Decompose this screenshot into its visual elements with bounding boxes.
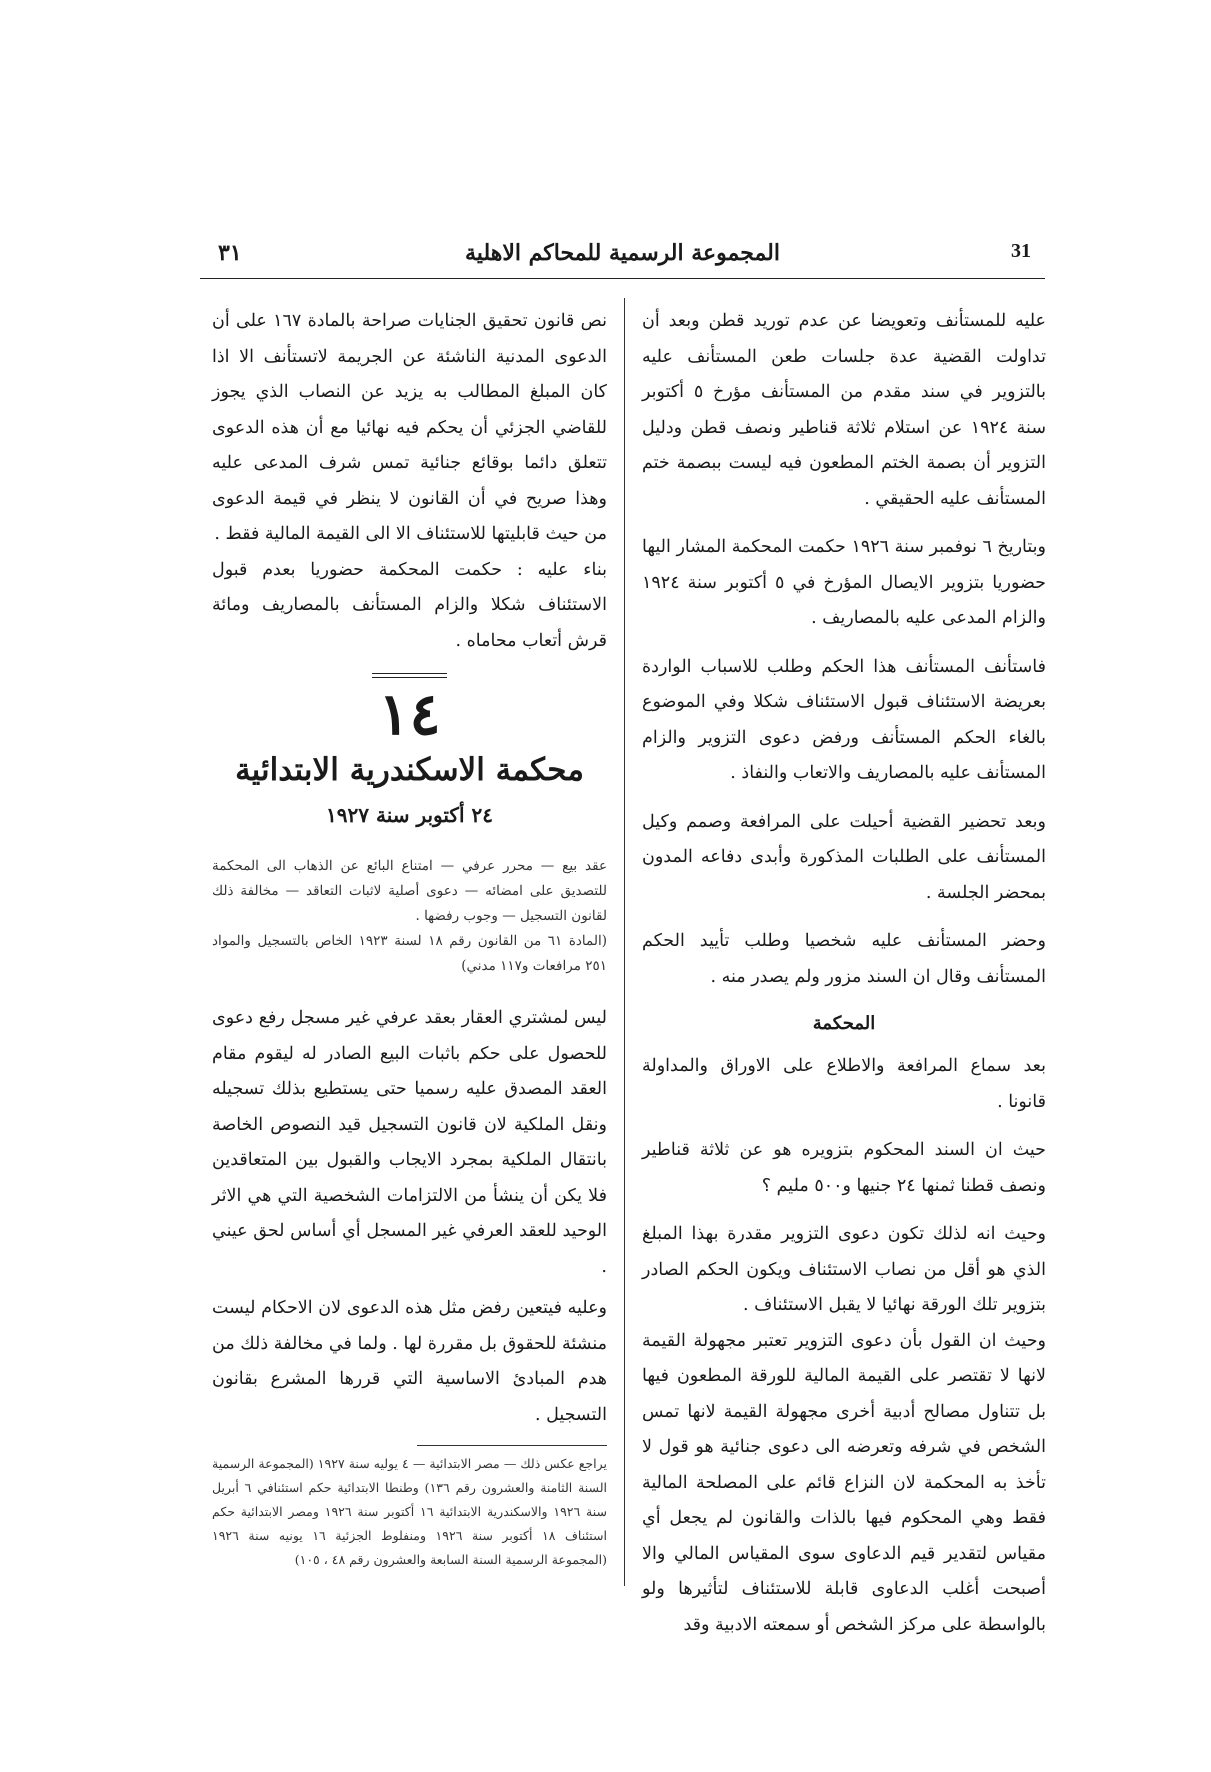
page-number-arabic: ٣١ <box>218 240 242 266</box>
publication-title: المجموعة الرسمية للمحاكم الاهلية <box>465 240 780 266</box>
paragraph: وبتاريخ ٦ نوفمبر سنة ١٩٢٦ حكمت المحكمة المشار اليها حضوريا بتزوير الايصال المؤرخ في ٥ أكتوبر سنة ١٩٢٤ والزام المدعى عليه بالمصاريف . <box>642 537 1046 628</box>
law-reference: (المادة ٦١ من القانون رقم ١٨ لسنة ١٩٢٣ الخاص بالتسجيل والمواد ٢٥١ مرافعات و١١٧ مدني) <box>212 933 607 974</box>
paragraph: بعد سماع المرافعة والاطلاع على الاوراق والمداولة قانونا . <box>642 1056 1046 1112</box>
paragraph: ليس لمشتري العقار بعقد عرفي غير مسجل رفع دعوى للحصول على حكم باثبات البيع الصادر له ليقوم مقام العقد المصدق عليه رسميا حتى يستطيع بذلك تسجيله ونقل الملكية لان قانون التسجيل قيد النصوص الخاصة بانتقال الملكية بمجرد الايجاب والقبول بين المتعاقدين فلا يكن أن ينشأ من الالتزامات الشخصية التي هي الاثر الوحيد للعقد العرفي غير المسجل أي أساس لحق عيني . <box>212 1008 607 1277</box>
right-column <box>642 304 1046 1643</box>
paragraph: عليه للمستأنف وتعويضا عن عدم توريد قطن وبعد أن تداولت القضية عدة جلسات طعن المستأنف عليه بالتزوير في سند مقدم من المستأنف مؤرخ ٥ أكتوبر سنة ١٩٢٤ عن استلام ثلاثة قناطير ونصف قطن ودليل التزوير أن بصمة الختم المطعون فيه ليست ببصمة ختم المستأنف عليه الحقيقي . <box>642 311 1047 509</box>
paragraph: نص قانون تحقيق الجنايات صراحة بالمادة ١٦٧ على أن الدعوى المدنية الناشئة عن الجريمة لاتستأنف الا اذا كان المبلغ المطالب به يزيد عن النصاب الذي يجوز للقاضي الجزئي أن يحكم فيه نهائيا مع أن هذه الدعوى تتعلق دائما بوقائع جنائية تمس شرف المدعى عليه وهذا صريح في أن القانون لا ينظر في قيمة الدعوى من حيث قابليتها للاستئناف الا الى القيمة المالية فقط . <box>212 311 607 544</box>
page-number-latin: 31 <box>1011 240 1031 262</box>
paragraph: وعليه فيتعين رفض مثل هذه الدعوى لان الاحكام ليست منشئة للحقوق بل مقررة لها . ولما في مخالفة ذلك من هدم المبادئ الاساسية التي قررها المشرع بقانون التسجيل . <box>212 1298 607 1425</box>
case-separator <box>372 673 447 674</box>
case-number: ١٤ <box>378 680 441 748</box>
paragraph: وحضر المستأنف عليه شخصيا وطلب تأييد الحكم المستأنف وقال ان السند مزور ولم يصدر منه . <box>642 931 1046 987</box>
paragraph: فاستأنف المستأنف هذا الحكم وطلب للاسباب الواردة بعريضة الاستئناف قبول الاستئناف شكلا وفي الموضوع بالغاء الحكم المستأنف ورفض دعوى التزوير والزام المستأنف عليه بالمصاريف والاتعاب والنفاذ . <box>642 656 1046 783</box>
paragraph: وحيث انه لذلك تكون دعوى التزوير مقدرة بهذا المبلغ الذي هو أقل من نصاب الاستئناف ويكون الحكم الصادر بتزوير تلك الورقة نهائيا لا يقبل الاستئناف . <box>642 1224 1046 1315</box>
left-column <box>212 304 607 1572</box>
paragraph: حيث ان السند المحكوم بتزويره هو عن ثلاثة قناطير ونصف قطنا ثمنها ٢٤ جنيها و٥٠٠ مليم ؟ <box>642 1140 1046 1196</box>
footnote: يراجع عكس ذلك — مصر الابتدائية — ٤ يوليه سنة ١٩٢٧ (المجموعة الرسمية السنة الثامنة والعشرون رقم ١٣٦) وطنطا الابتدائية حكم استئنافي ٦ أبريل سنة ١٩٢٦ والاسكندرية الابتدائية ١٦ أكتوبر سنة ١٩٢٦ ومصر الابتدائية حكم استئناف ١٨ أكتوبر سنة ١٩٢٦ ومنفلوط الجزئية ١٦ يونيه سنة ١٩٢٦ (المجموعة الرسمية السنة السابعة والعشرون رقم ٤٨ ، ١٠٥) <box>212 1456 608 1567</box>
case-date: ٢٤ أكتوبر سنة ١٩٢٧ <box>326 803 493 827</box>
paragraph: بناء عليه : حكمت المحكمة حضوريا بعدم قبول الاستئناف شكلا والزام المستأنف بالمصاريف ومائة قرش أتعاب محاماه . <box>212 559 607 651</box>
page-header <box>200 238 1045 279</box>
court-name: محكمة الاسكندرية الابتدائية <box>235 752 584 788</box>
case-separator <box>372 677 447 678</box>
column-divider <box>624 298 625 1586</box>
paragraph: وحيث ان القول بأن دعوى التزوير تعتبر مجهولة القيمة لانها لا تقتصر على القيمة المالية للورقة المطعون فيها بل تتناول مصالح أدبية أخرى مجهولة القيمة لانها تمس الشخص في شرفه وتعرضه الى دعوى جنائية هو قول لا تأخذ به المحكمة لان النزاع قائم على المصلحة المالية فقط وهي المحكوم فيها بالذات والقانون لم يجعل أي مقياس لتقدير قيم الدعاوى سوى المقياس المالي والا أصبحت أغلب الدعاوى قابلة للاستئناف لتأثيرها ولو بالواسطة على مركز الشخص أو سمعته الادبية وقد <box>642 1330 1046 1635</box>
footnote-separator <box>417 1445 607 1446</box>
paragraph: وبعد تحضير القضية أحيلت على المرافعة وصمم وكيل المستأنف على الطلبات المذكورة وأبدى دفاعه المدون بمحضر الجلسة . <box>642 811 1046 903</box>
section-heading: المحكمة <box>812 1013 876 1034</box>
case-summary: عقد بيع — محرر عرفي — امتناع البائع عن الذهاب الى المحكمة للتصديق على امضائه — دعوى أصلية لاثبات التعاقد — مخالفة ذلك لقانون التسجيل — وجوب رفضها . <box>212 858 607 924</box>
